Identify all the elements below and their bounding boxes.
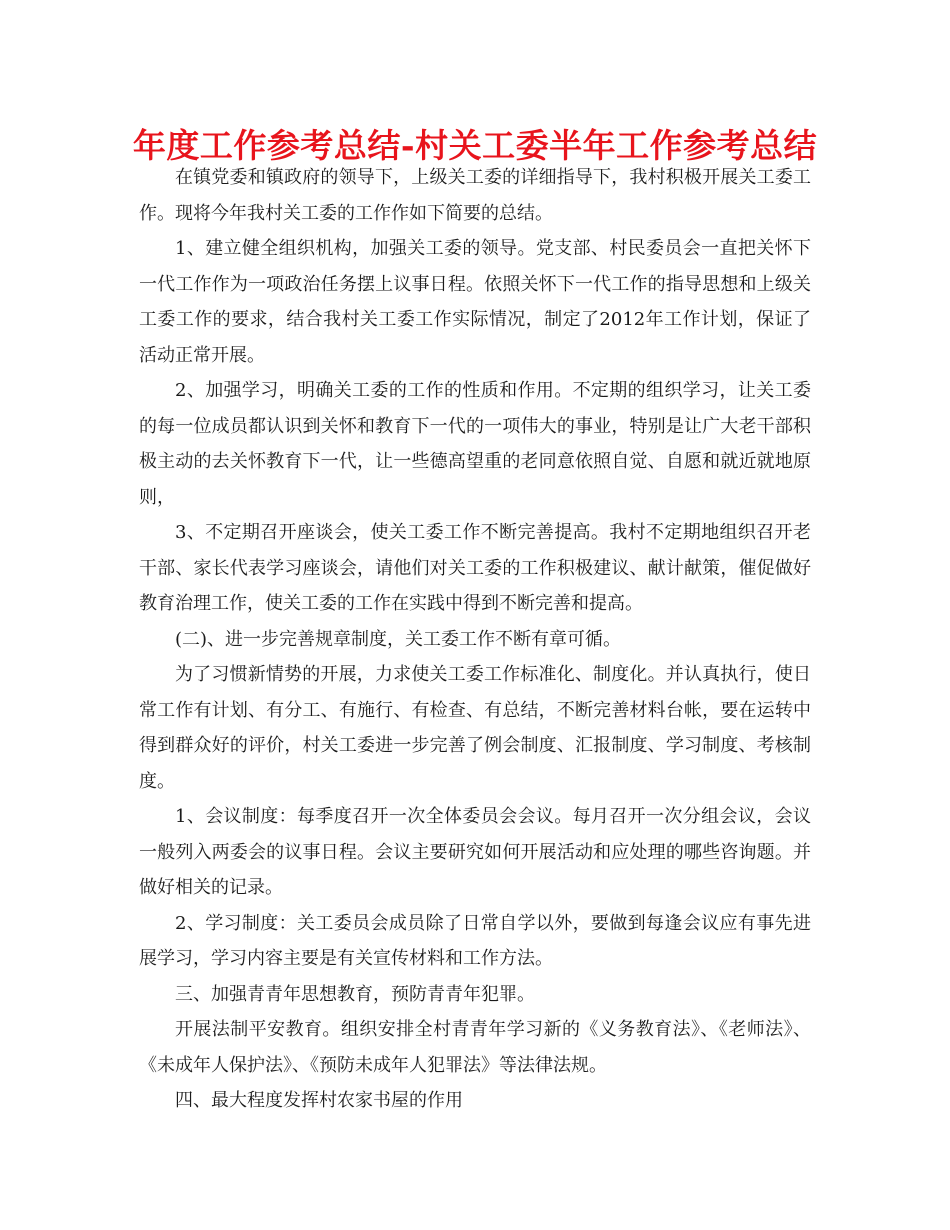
paragraph-legal-education: 开展法制平安教育。组织安排全村青青年学习新的《义务教育法》、《老师法》、《未成年人保护法》、《预防未成年人犯罪法》等法律法规。 [139, 1019, 811, 1076]
paragraph-organization: 1、建立健全组织机构，加强关工委的领导。党支部、村民委员会一直把关怀下一代工作作为一项政治任务摆上议事日程。依照关怀下一代工作的指导思想和上级关工委工作的要求，结合我村关工委工作实际情况，制定了2012年工作计划，保证了活动正常开展。 [139, 238, 811, 366]
document-body [139, 160, 811, 1119]
paragraph-meetings: 3、不定期召开座谈会，使关工委工作不断完善提高。我村不定期地组织召开老干部、家长代表学习座谈会，请他们对关工委的工作积极建议、献计献策，催促做好教育治理工作，使关工委的工作在实践中得到不断完善和提高。 [139, 522, 811, 614]
paragraph-section-youth: 三、加强青青年思想教育，预防青青年犯罪。 [175, 983, 535, 1005]
paragraph-section-rules: (二)、进一步完善规章制度，关工委工作不断有章可循。 [175, 628, 622, 650]
paragraph-meeting-system: 1、会议制度：每季度召开一次全体委员会会议。每月召开一次分组会议，会议一般列入两委会的议事日程。会议主要研究如何开展活动和应处理的哪些咨询题。并做好相关的记录。 [139, 806, 811, 898]
paragraph-standardization: 为了习惯新情势的开展，力求使关工委工作标准化、制度化。并认真执行，使日常工作有计划、有分工、有施行、有检查、有总结，不断完善材料台帐，要在运转中得到群众好的评价，村关工委进一步完善了例会制度、汇报制度、学习制度、考核制度。 [139, 664, 811, 792]
paragraph-section-bookhouse: 四、最大程度发挥村农家书屋的作用 [175, 1090, 463, 1111]
paragraph-intro: 在镇党委和镇政府的领导下，上级关工委的详细指导下，我村积极开展关工委工作。现将今年我村关工委的工作作如下简要的总结。 [139, 167, 811, 224]
paragraph-study: 2、加强学习，明确关工委的工作的性质和作用。不定期的组织学习，让关工委的每一位成员都认识到关怀和教育下一代的一项伟大的事业，特别是让广大老干部积极主动的去关怀教育下一代，让一些德高望重的老同意依照自觉、自愿和就近就地原则， [139, 380, 811, 508]
document-title: 年度工作参考总结-村关工委半年工作参考总结 [132, 126, 818, 165]
paragraph-study-system: 2、学习制度：关工委员会成员除了日常自学以外，要做到每逢会议应有事先进展学习，学习内容主要是有关宣传材料和工作方法。 [139, 912, 811, 969]
